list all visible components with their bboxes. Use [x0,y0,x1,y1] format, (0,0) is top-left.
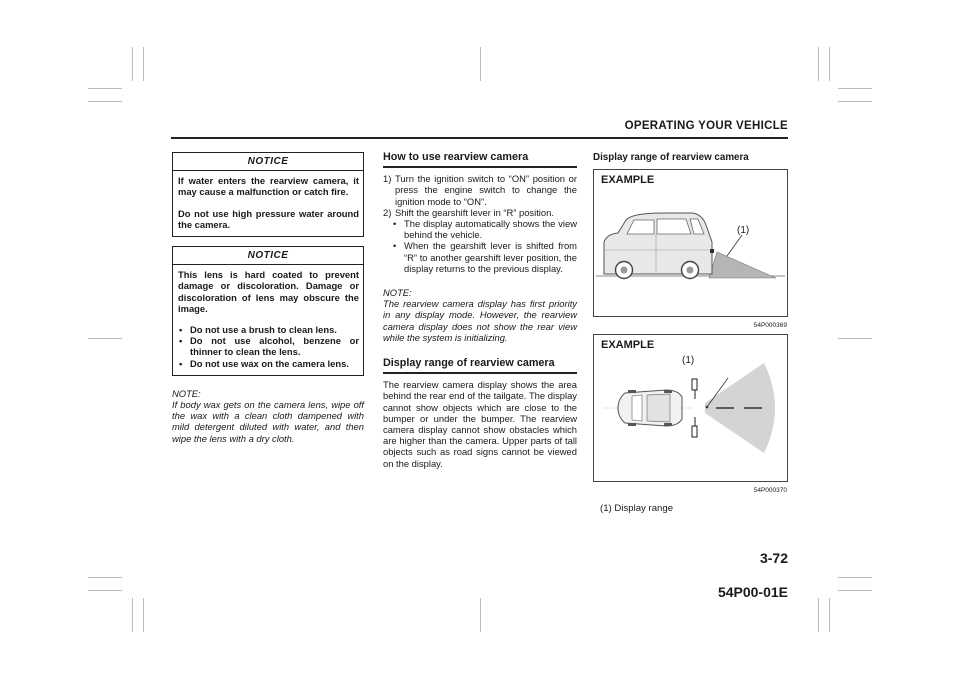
step-item [383,173,577,207]
crop-mark [88,577,122,578]
step-text: Shift the gearshift lever in “R” position. [395,206,554,218]
notice-title: NOTICE [173,153,363,171]
callout-label: (1) [682,355,695,367]
figure-title: Display range of rearview camera [593,152,749,163]
top-view-illustration [594,335,787,481]
figure-code: 54P000369 [753,322,787,330]
crop-mark [838,338,872,339]
crop-mark [88,590,122,591]
notice-paragraph: This lens is hard coated to prevent damage or discoloration. Damage or discoloration of lens may obscure the image. [178,269,359,314]
figure-side-view [593,169,788,317]
notice-title: NOTICE [173,247,363,265]
crop-mark [829,47,830,81]
notice-bullet: • Do not use a brush to clean lens. [178,324,359,335]
figure-top-view [593,334,788,482]
crop-mark [818,47,819,81]
sub-bullet: • The display automatically shows the view behind the vehicle. [383,218,577,240]
body-paragraph: The rearview camera display shows the area behind the rear end of the tailgate. The display cannot show objects which are close to the bumper or under the bumper. The rearview camera display cannot show obstacles which are higher than the camera. Upper parts of tall objects such as road signs cannot be viewed on the display. [383,379,577,469]
crop-mark [838,590,872,591]
callout-label: (1) [737,225,750,237]
column-left [172,152,364,444]
notice-bullet: • Do not use wax on the camera lens. [178,358,359,369]
notice-bullet: • Do not use alcohol, benzene or thinner to clean the lens. [178,335,359,357]
notice-body [173,265,363,375]
notice-box-lens [172,246,364,376]
notice-paragraph: If water enters the rearview camera, it may cause a malfunction or catch fire. [178,175,359,198]
crop-mark [132,598,133,632]
notice-body [173,171,363,236]
figure-label: EXAMPLE [601,339,655,352]
note-label: NOTE: [383,287,412,299]
page-number: 3-72 [759,550,788,566]
crop-mark [829,598,830,632]
step-number: 2) [383,206,392,218]
section-heading-display-range: Display range of rearview camera [383,358,577,374]
note-text: If body wax gets on the camera lens, wipe off the wax with a clean cloth dampened with mild detergent diluted with water, and then wipe the lens with a dry cloth. [172,399,364,444]
figure-caption: (1) Display range [600,503,674,515]
running-header: OPERATING YOUR VEHICLE [624,120,788,132]
crop-mark [88,338,122,339]
document-code: 54P00-01E [717,584,788,600]
side-view-illustration [594,170,787,316]
crop-mark [818,598,819,632]
note-text: The rearview camera display has first priority in any display mode. However, the rearview camera display does not show the rear view while the system is initializing. [383,298,577,343]
crop-mark [88,101,122,102]
header-rule [171,137,788,139]
section-heading-how-to-use: How to use rearview camera [383,152,577,168]
note-label: NOTE: [172,387,201,399]
step-item [383,207,577,218]
column-right [593,152,788,514]
crop-mark [838,577,872,578]
step-text: Turn the ignition switch to “ON” position or press the engine switch to change the ignition mode to “ON”. [395,173,577,207]
step-number: 1) [383,173,392,185]
figure-label: EXAMPLE [601,174,655,187]
crop-mark [480,598,481,632]
sub-bullet: • When the gearshift lever is shifted from “R” to another gearshift lever position, the display returns to the previous display. [383,240,577,274]
crop-mark [132,47,133,81]
crop-mark [838,88,872,89]
crop-mark [838,101,872,102]
notice-box-water [172,152,364,237]
notice-paragraph: Do not use high pressure water around the camera. [178,207,359,230]
column-middle [383,152,577,469]
crop-mark [143,598,144,632]
crop-mark [88,88,122,89]
figure-code: 54P000370 [753,487,787,495]
crop-mark [480,47,481,81]
crop-mark [143,47,144,81]
